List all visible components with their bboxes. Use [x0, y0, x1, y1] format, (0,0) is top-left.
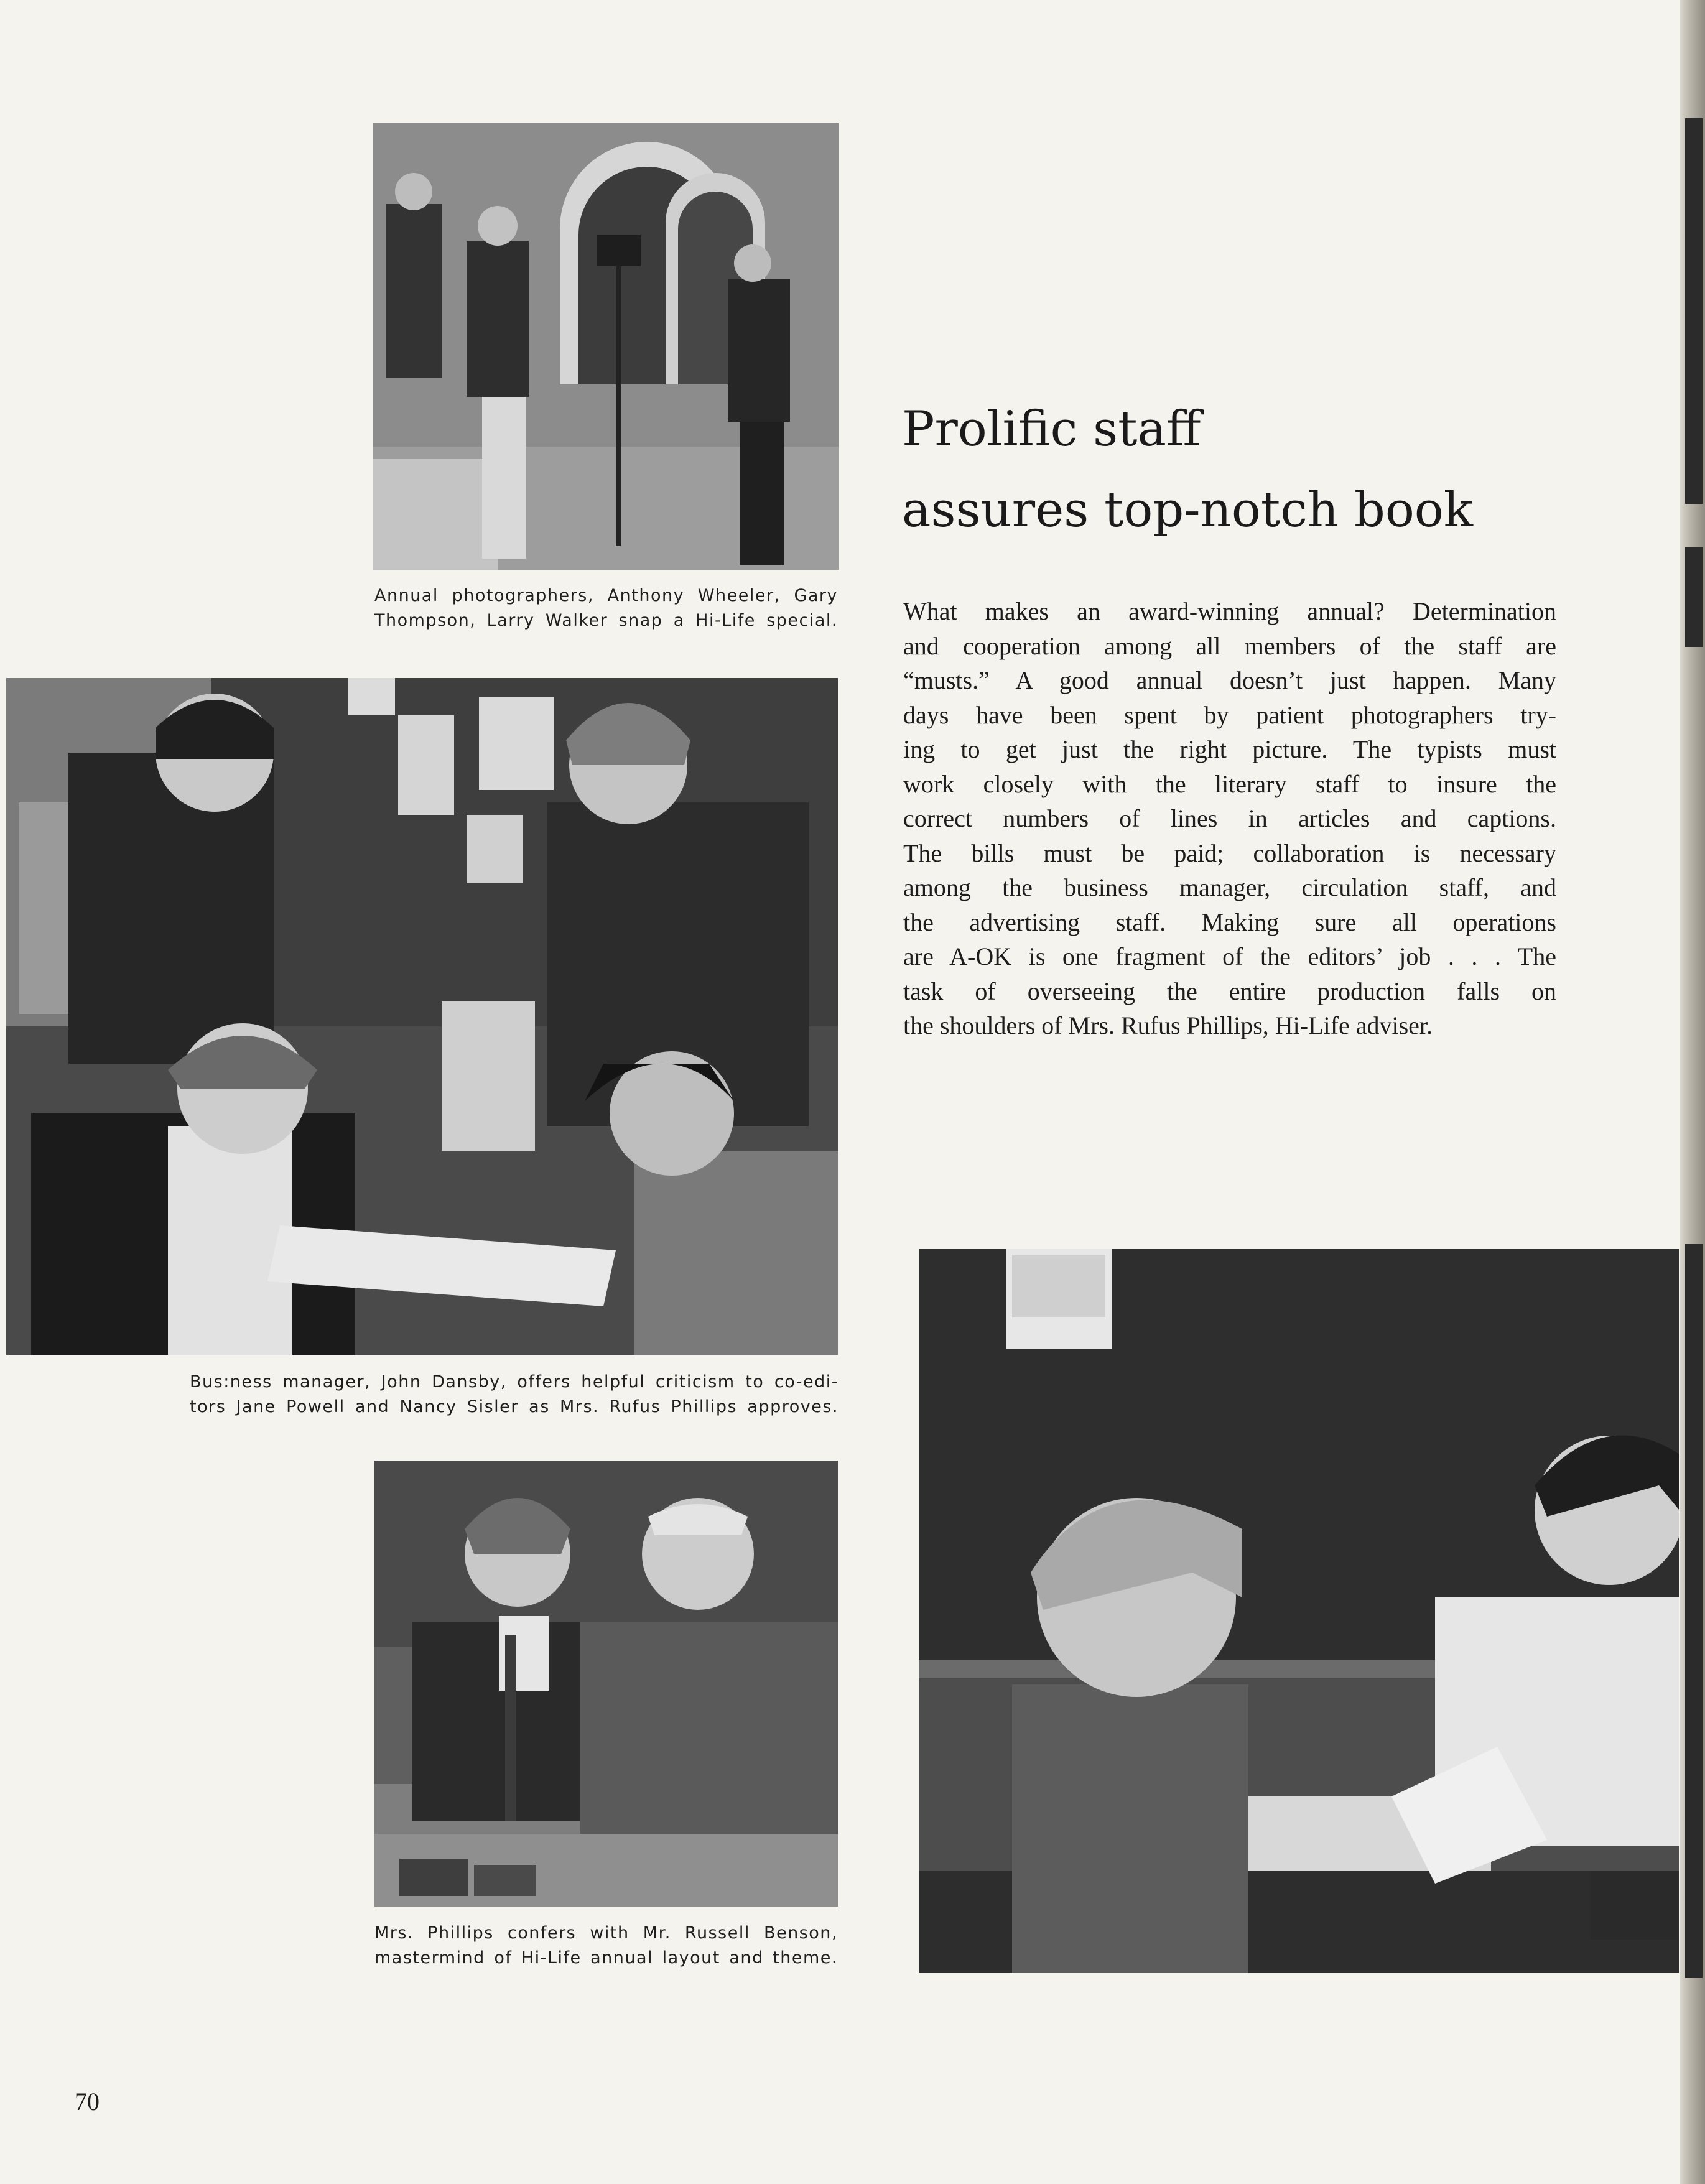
- body-line: the advertising staff. Making sure all operations: [903, 908, 1556, 936]
- article-body: [903, 594, 1556, 1043]
- body-line: The bills must be paid; collaboration is necessary: [903, 839, 1556, 867]
- caption-line: tors Jane Powell and Nancy Sisler as Mrs. Rufus Phillips approves.: [190, 1397, 839, 1416]
- body-line: “musts.” A good annual doesn’t just happen. Many: [903, 666, 1556, 694]
- benson-caption: [374, 1921, 838, 1971]
- photographers-photo: [373, 123, 839, 570]
- body-line: ing to get just the right picture. The typists must: [903, 735, 1556, 763]
- body-line: task of overseeing the entire production falls on: [903, 977, 1556, 1005]
- body-line: days have been spent by patient photographers try-: [903, 700, 1556, 729]
- body-line: the shoulders of Mrs. Rufus Phillips, Hi-Life adviser.: [903, 1011, 1433, 1039]
- staff-at-table-photo: [919, 1249, 1679, 1973]
- headline: [902, 389, 1473, 551]
- headline-line: assures top-notch book: [902, 482, 1474, 538]
- caption-line: Annual photographers, Anthony Wheeler, Gary: [374, 586, 838, 605]
- body-line: correct numbers of lines in articles and captions.: [903, 804, 1556, 832]
- body-line: What makes an award-winning annual? Determination: [903, 597, 1556, 625]
- page-number: 70: [75, 2088, 100, 2116]
- benson-photo: [374, 1461, 838, 1907]
- body-line: work closely with the literary staff to insure the: [903, 769, 1556, 798]
- caption-line: Thompson, Larry Walker snap a Hi-Life special.: [374, 611, 838, 630]
- photographers-caption: [374, 583, 838, 633]
- caption-line: Bus:ness manager, John Dansby, offers helpful criticism to co-edi-: [190, 1372, 839, 1392]
- body-line: are A-OK is one fragment of the editors’ job . . . The: [903, 942, 1556, 970]
- caption-line: mastermind of Hi-Life annual layout and theme.: [374, 1948, 838, 1968]
- business-caption: [190, 1370, 839, 1420]
- business-photo: [6, 678, 838, 1355]
- caption-line: Mrs. Phillips confers with Mr. Russell Benson,: [374, 1923, 838, 1943]
- headline-line: Prolific staff: [902, 401, 1201, 457]
- body-line: among the business manager, circulation staff, and: [903, 873, 1556, 901]
- body-line: and cooperation among all members of the staff are: [903, 631, 1556, 660]
- page-edge: [1680, 0, 1705, 2184]
